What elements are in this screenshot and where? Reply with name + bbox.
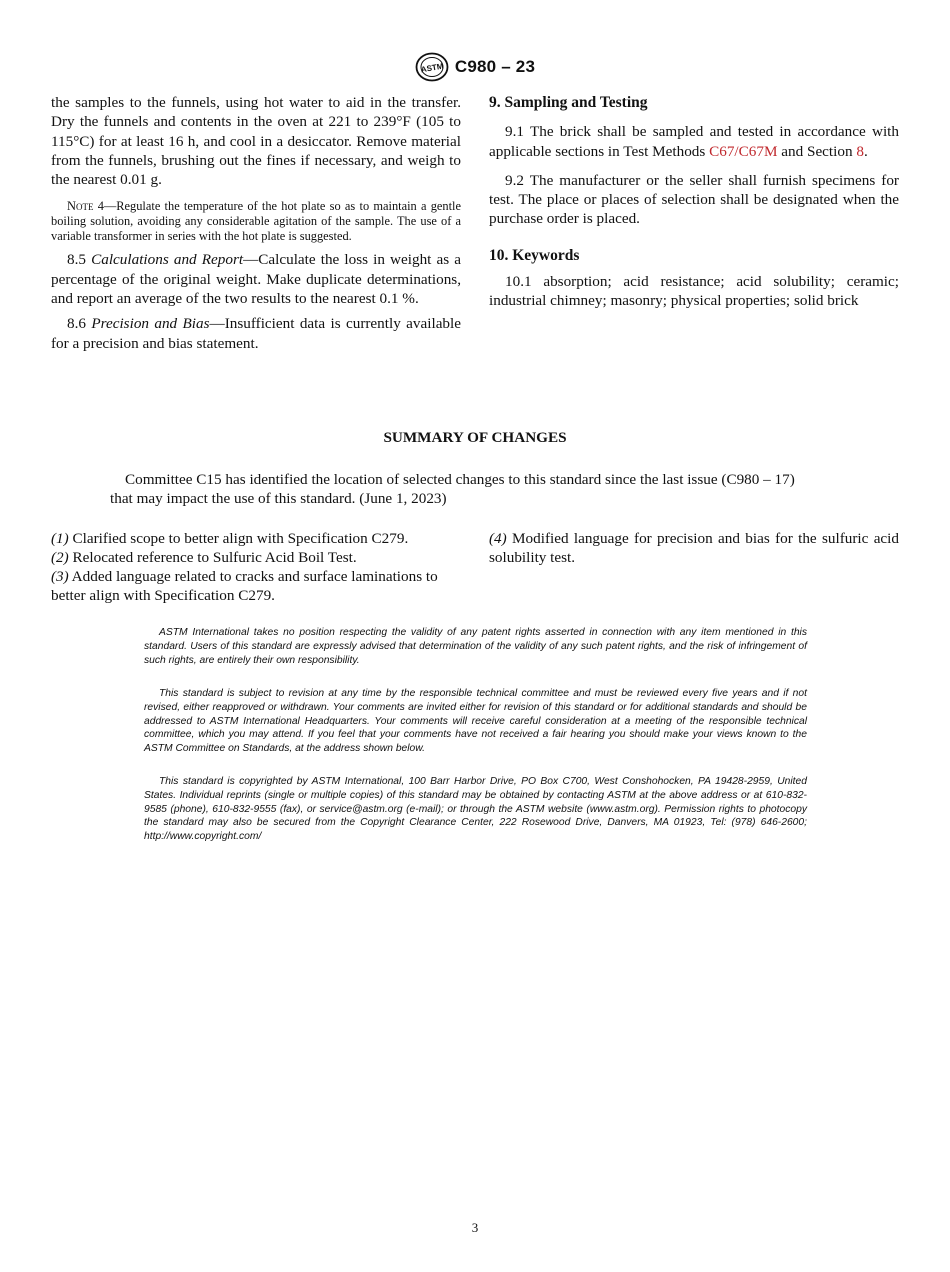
section-text: . xyxy=(863,142,868,160)
section-number: 8.5 xyxy=(67,251,92,269)
left-column xyxy=(51,93,461,353)
link-c67[interactable]: C67/C67M xyxy=(709,142,778,160)
note-4 xyxy=(51,199,461,244)
section-8-5 xyxy=(51,250,461,308)
note-label: Note xyxy=(67,199,94,214)
page-number: 3 xyxy=(471,1220,479,1235)
page-header xyxy=(0,52,950,82)
patent-notice xyxy=(144,626,807,667)
section-text: 9.1 The brick shall be sampled and tested in accordance with applicable sections in Test Methods xyxy=(489,123,899,160)
section-title: Calculations and Report xyxy=(91,251,244,269)
change-number: (2) xyxy=(51,549,69,567)
section-title: Precision and Bias xyxy=(91,315,210,333)
change-number: (4) xyxy=(489,530,507,547)
right-column xyxy=(489,93,899,311)
heading-section-9: 9. Sampling and Testing xyxy=(489,94,648,111)
section-text: and Section xyxy=(777,142,857,160)
changes-list-right xyxy=(489,529,899,567)
section-text: —Calculate the loss in weight as a percentage of the original weight. Make duplicate determinations, and report an average of the two results to the nearest 0.1 %. xyxy=(51,251,462,308)
change-text: Modified language for precision and bias for the sulfuric acid solubility test. xyxy=(489,530,899,567)
change-item xyxy=(51,548,461,567)
change-item xyxy=(489,529,899,567)
copyright-notice xyxy=(144,775,807,844)
section-9-1 xyxy=(489,122,899,161)
summary-intro-line: that may impact the use of this standard. (June 1, 2023) xyxy=(110,490,447,508)
section-9-2: 9.2 The manufacturer or the seller shall furnish specimens for test. The place or places of selection shall be designated when the purchase order is placed. xyxy=(489,171,899,228)
change-text: Relocated reference to Sulfuric Acid Boil Test. xyxy=(68,549,357,567)
patent-notice-text: ASTM International takes no position respecting the validity of any patent rights asserted in connection with any item mentioned in this standard. Users of this standard are expressly advised that determination of the validity of any such patent rights, and the risk of infringement of such rights, are entirely their own responsibility. xyxy=(144,627,807,666)
summary-title: SUMMARY OF CHANGES xyxy=(383,429,567,446)
standard-code: C980 – 23 xyxy=(454,57,536,76)
svg-text:ASTM: ASTM xyxy=(420,61,444,75)
link-section-8[interactable]: 8 xyxy=(856,142,864,160)
revision-notice-text: This standard is subject to revision at any time by the responsible technical committee and must be reviewed every five years and if not revised, either reapproved or withdrawn. Your comments are invited either for revision of this standard or for additional standards and should be addressed to ASTM International Headquarters. Your comments will receive careful consideration at a meeting of the responsible technical committee, which you may attend. If you feel that your comments have not received a fair hearing you should make your views known to the ASTM Committee on Standards, at the address shown below. xyxy=(144,688,807,755)
note-text: 4—Regulate the temperature of the hot plate so as to maintain a gentle boiling solution, avoiding any considerable agitation of the sample. The use of a variable transformer in series with the hot plate is suggested. xyxy=(51,199,461,244)
heading-section-10: 10. Keywords xyxy=(489,246,580,264)
section-8-6 xyxy=(51,314,461,353)
revision-notice xyxy=(144,687,807,756)
section-text: —Insufficient data is currently available for a precision and bias statement. xyxy=(51,315,461,352)
summary-intro xyxy=(110,470,850,509)
copyright-notice-text: This standard is copyrighted by ASTM International, 100 Barr Harbor Drive, PO Box C700, West Conshohocken, PA 19428-2959, United States. Individual reprints (single or multiple copies) of this standard may be obtained by contacting ASTM at the above address or at 610-832-9585 (phone), 610-832-9555 (fax), or service@astm.org (e-mail); or through the ASTM website (www.astm.org). Permission rights to photocopy the standard may also be secured from the Copyright Clearance Center, 222 Rosewood Drive, Danvers, MA 01923, Tel: (978) 646-2600; http://www.copyright.com/ xyxy=(144,776,807,843)
change-item xyxy=(51,529,461,548)
section-10-1: 10.1 absorption; acid resistance; acid solubility; ceramic; industrial chimney; masonry; physical properties; solid brick xyxy=(489,273,899,310)
change-text: Added language related to cracks and surface laminations to better align with Specification C279. xyxy=(51,568,438,605)
change-text: Clarified scope to better align with Specification C279. xyxy=(68,530,409,547)
summary-intro-line: Committee C15 has identified the location of selected changes to this standard since the last issue (C980 – 17) xyxy=(125,471,795,488)
astm-logo-icon xyxy=(415,52,449,82)
change-number: (1) xyxy=(51,530,69,547)
change-item xyxy=(51,567,461,605)
change-number: (3) xyxy=(51,568,69,586)
paragraph-continued: the samples to the funnels, using hot water to aid in the transfer. Dry the funnels and contents in the oven at 221 to 239°F (105 to 115°C) for at least 16 h, and cool in a desiccator. Remove material from the funnels, brushing out the fines if necessary, and weigh to the nearest 0.01 g. xyxy=(51,94,461,189)
section-number: 8.6 xyxy=(67,315,92,333)
changes-list-left xyxy=(51,529,461,605)
